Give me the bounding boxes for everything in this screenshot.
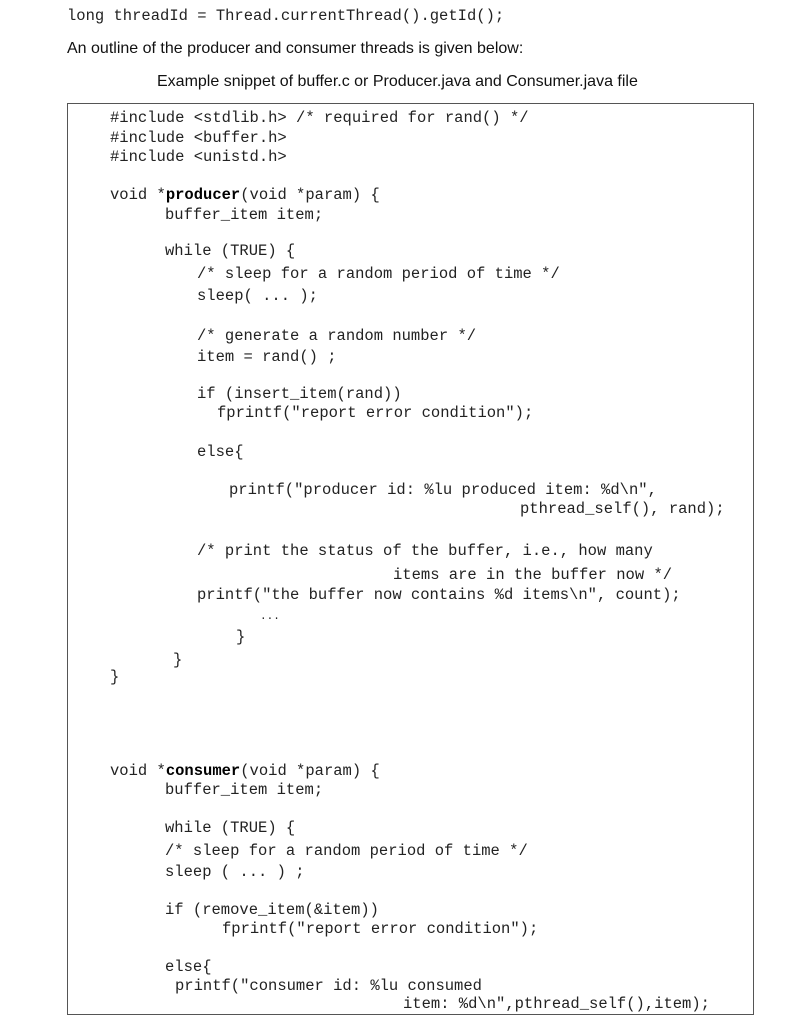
code-comment: /* sleep for a random period of time */ (165, 842, 528, 860)
code-line: pthread_self(), rand); (520, 500, 725, 518)
code-line: while (TRUE) { (165, 819, 296, 837)
consumer-signature (110, 761, 380, 781)
code-line: sleep ( ... ) ; (165, 863, 305, 881)
code-line: if (remove_item(&item)) (165, 901, 379, 919)
code-line: #include <unistd.h> (110, 148, 287, 166)
code-token: (void *param) { (240, 762, 380, 780)
code-line: if (insert_item(rand)) (197, 385, 402, 403)
code-comment: items are in the buffer now */ (393, 566, 673, 584)
code-line: while (TRUE) { (165, 242, 296, 260)
top-code-line: long threadId = Thread.currentThread().getId(); (67, 7, 505, 25)
function-name-producer: producer (165, 186, 241, 204)
code-line: buffer_item item; (165, 206, 324, 224)
code-comment: /* sleep for a random period of time */ (197, 265, 560, 283)
code-line: fprintf("report error condition"); (222, 920, 539, 938)
code-ellipsis: ... (260, 611, 280, 623)
code-line: else{ (197, 443, 244, 461)
producer-signature (110, 185, 380, 205)
code-line: buffer_item item; (165, 781, 324, 799)
code-line: printf("the buffer now contains %d items\n", count); (197, 586, 681, 604)
code-line: #include <stdlib.h> /* required for rand() */ (110, 109, 529, 127)
code-line: printf("consumer id: %lu consumed (175, 977, 482, 995)
code-comment: /* generate a random number */ (197, 327, 477, 345)
code-line: sleep( ... ); (197, 287, 318, 305)
function-name-consumer: consumer (165, 762, 241, 780)
code-token: (void *param) { (240, 186, 380, 204)
code-line: } (173, 651, 183, 669)
caption: Example snippet of buffer.c or Producer.java and Consumer.java file (157, 73, 638, 90)
code-token: void * (110, 186, 166, 204)
code-line: fprintf("report error condition"); (217, 404, 534, 422)
code-comment: /* print the status of the buffer, i.e., how many (197, 542, 653, 560)
code-line: #include <buffer.h> (110, 129, 287, 147)
code-line: else{ (165, 958, 212, 976)
code-line: } (236, 628, 246, 646)
intro-text: An outline of the producer and consumer threads is given below: (67, 40, 524, 57)
code-line: item: %d\n",pthread_self(),item); (403, 995, 710, 1013)
code-line: } (110, 668, 120, 686)
code-token: void * (110, 762, 166, 780)
code-line: item = rand() ; (197, 348, 337, 366)
code-line: printf("producer id: %lu produced item: %d\n", (229, 481, 657, 499)
